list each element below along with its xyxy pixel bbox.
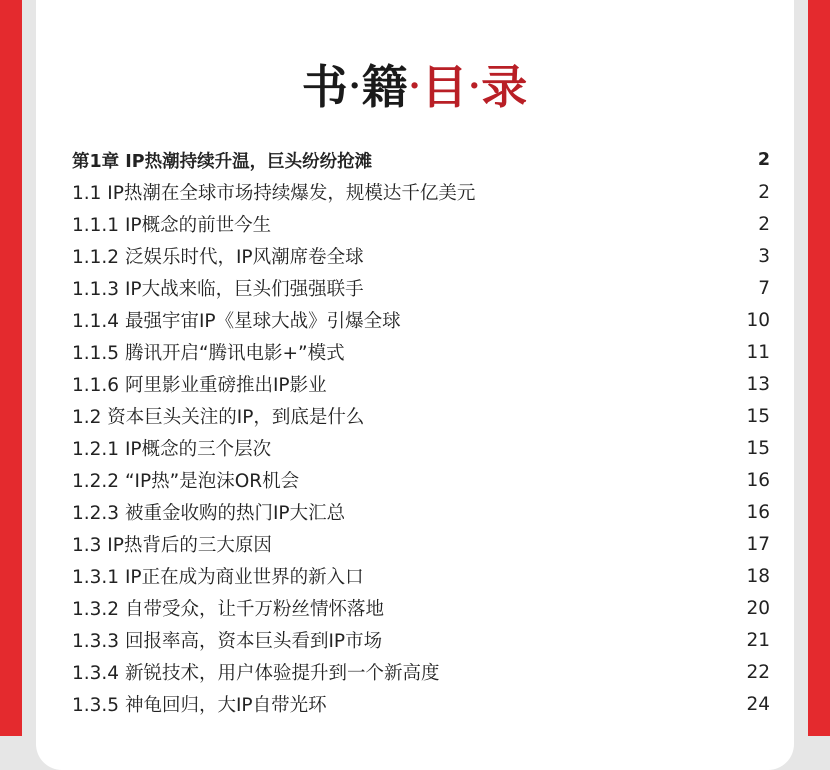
toc-row[interactable] — [72, 432, 772, 464]
toc-row[interactable] — [72, 176, 772, 208]
toc-entry-title: 1.3.1 IP正在成为商业世界的新入口 — [72, 567, 364, 588]
title-dot-1: · — [348, 66, 362, 106]
title-char-3: 目 — [421, 60, 469, 114]
toc-entry-page: 16 — [746, 501, 770, 523]
toc-entry-title: 1.3.3 回报率高，资本巨头看到IP市场 — [72, 631, 383, 652]
toc-entry-page: 17 — [746, 533, 770, 555]
toc-entry-title: 1.1.5 腾讯开启“腾讯电影+”模式 — [72, 343, 345, 364]
toc-entry-page: 3 — [758, 245, 770, 267]
title-dot-3: · — [468, 66, 482, 106]
toc-entry-page: 24 — [746, 693, 770, 715]
toc-entry-page: 15 — [746, 437, 770, 459]
toc-entry-page: 13 — [746, 373, 770, 395]
toc-entry-title: 1.2.3 被重金收购的热门IP大汇总 — [72, 503, 346, 524]
toc-entry-title: 1.3.5 神龟回归，大IP自带光环 — [72, 695, 327, 716]
toc-entry-title: 1.1 IP热潮在全球市场持续爆发，规模达千亿美元 — [72, 183, 476, 204]
toc-row[interactable] — [72, 368, 772, 400]
toc-entry-page: 15 — [746, 405, 770, 427]
toc-entry-title: 1.3.2 自带受众，让千万粉丝情怀落地 — [72, 599, 384, 620]
toc-entry-page: 18 — [746, 565, 770, 587]
toc-entry-title: 1.1.4 最强宇宙IP《星球大战》引爆全球 — [72, 311, 401, 332]
page-title — [0, 54, 830, 119]
toc-row[interactable] — [72, 592, 772, 624]
toc-row[interactable] — [72, 528, 772, 560]
toc-entry-title: 1.2.1 IP概念的三个层次 — [72, 439, 272, 460]
title-char-2: 籍 — [361, 60, 409, 114]
toc-row[interactable] — [72, 240, 772, 272]
title-char-1: 书 — [301, 60, 349, 114]
toc-entry-page: 2 — [758, 181, 770, 203]
toc-row[interactable] — [72, 336, 772, 368]
toc-entry-title: 1.1.3 IP大战来临，巨头们强强联手 — [72, 279, 364, 300]
toc-row[interactable] — [72, 208, 772, 240]
toc-entry-title: 第1章 IP热潮持续升温，巨头纷纷抢滩 — [72, 151, 373, 172]
toc-row[interactable] — [72, 496, 772, 528]
table-of-contents — [72, 144, 772, 720]
toc-entry-page: 16 — [746, 469, 770, 491]
toc-entry-page: 11 — [746, 341, 770, 363]
toc-row[interactable] — [72, 688, 772, 720]
toc-entry-page: 21 — [746, 629, 770, 651]
toc-entry-title: 1.2 资本巨头关注的IP，到底是什么 — [72, 407, 365, 428]
toc-row[interactable] — [72, 304, 772, 336]
toc-entry-page: 20 — [746, 597, 770, 619]
toc-entry-title: 1.2.2 “IP热”是泡沫OR机会 — [72, 471, 300, 492]
toc-entry-title: 1.1.1 IP概念的前世今生 — [72, 215, 272, 236]
toc-row[interactable] — [72, 272, 772, 304]
toc-entry-page: 2 — [757, 150, 770, 170]
toc-entry-title: 1.1.6 阿里影业重磅推出IP影业 — [72, 375, 327, 396]
toc-chapter-row[interactable] — [72, 144, 772, 176]
title-dot-2: · — [408, 66, 422, 106]
toc-entry-page: 2 — [758, 213, 770, 235]
toc-row[interactable] — [72, 624, 772, 656]
toc-entry-title: 1.3 IP热背后的三大原因 — [72, 535, 272, 556]
toc-entry-title: 1.1.2 泛娱乐时代，IP风潮席卷全球 — [72, 247, 364, 268]
toc-entry-page: 10 — [746, 309, 770, 331]
toc-entry-title: 1.3.4 新锐技术，用户体验提升到一个新高度 — [72, 663, 440, 684]
toc-row[interactable] — [72, 656, 772, 688]
toc-row[interactable] — [72, 560, 772, 592]
toc-row[interactable] — [72, 400, 772, 432]
toc-row[interactable] — [72, 464, 772, 496]
toc-entry-page: 22 — [746, 661, 770, 683]
title-char-4: 录 — [481, 60, 529, 114]
toc-entry-page: 7 — [758, 277, 770, 299]
